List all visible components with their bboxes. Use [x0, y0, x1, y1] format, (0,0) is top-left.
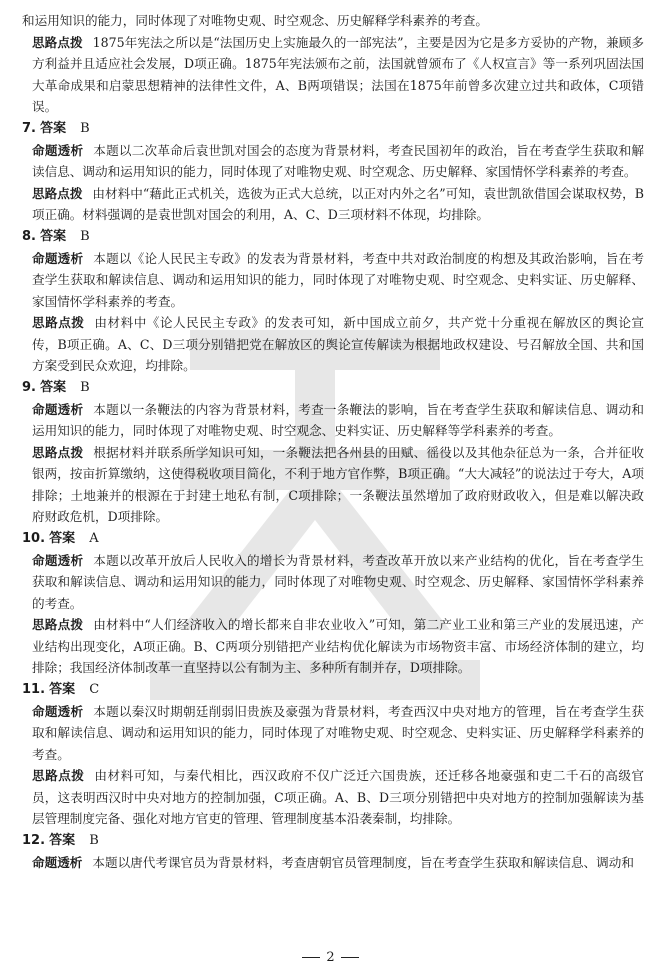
section-label: 命题透析 — [32, 854, 83, 870]
explanation-paragraph — [22, 312, 644, 377]
answer-choice: A — [89, 530, 99, 546]
question-answer-line — [22, 226, 644, 248]
paragraph-text: 本题以改革开放后人民收入的增长为背景材料，考查改革开放以来产业结构的优化，旨在考查学生获取和解读信息、调动和运用知识的能力，同时体现了对唯物史观、时空观念、历史解释、家国情怀学科素养的考查。 — [32, 552, 645, 611]
explanation-paragraph — [22, 248, 644, 313]
answer-label: 答案 — [49, 832, 76, 848]
question-answer-line — [22, 118, 644, 140]
question-number: 11. — [22, 681, 46, 697]
question-answer-line — [22, 528, 644, 550]
explanation-paragraph — [22, 32, 644, 118]
section-label: 思路点拨 — [32, 444, 84, 460]
explanation-paragraph — [22, 140, 644, 183]
answer-choice: B — [89, 832, 99, 848]
question-answer-line — [22, 377, 644, 399]
answer-label: 答案 — [49, 681, 76, 697]
answer-choice: B — [80, 120, 90, 136]
paragraph-text: 1875年宪法之所以是“法国历史上实施最久的一部宪法”，主要是因为它是多方妥协的产物，兼顾多方利益并且适应社会发展，D项正确。1875年宪法颁布之前，法国就曾颁布了《人权宣言》等一系列巩固法国大革命成果和启蒙思想精神的法律性文件，A、B两项错误；法国在1875年前曾多次建立过共和政体，C项错误。 — [32, 34, 644, 114]
question-number: 8. — [22, 228, 36, 244]
section-label: 思路点拨 — [32, 768, 85, 783]
answer-choice: C — [89, 681, 100, 697]
section-label: 命题透析 — [32, 142, 84, 158]
explanation-paragraph — [22, 701, 644, 766]
answer-label: 答案 — [49, 530, 76, 546]
answer-explanations — [22, 10, 644, 873]
paragraph-text: 本题以一条鞭法的内容为背景材料，考查一条鞭法的影响，旨在考查学生获取和解读信息、调动和运用知识的能力，同时体现了对唯物史观、时空观念、史料实证、历史解释等学科素养的考查。 — [32, 401, 645, 438]
question-number: 10. — [22, 530, 46, 546]
page-number: 2 — [326, 950, 335, 965]
answer-label: 答案 — [40, 120, 67, 136]
paragraph-text: 由材料可知，与秦代相比，西汉政府不仅广泛迁六国贵族，还迁移各地豪强和吏二千石的高级官员，这表明西汉时中央对地方的控制加强，C项正确。A、B、D三项分别错把中央对地方的控制加强解读为基层管理制度完备、强化对地方官吏的管理、管理制度基本沿袭秦制，均排除。 — [32, 768, 645, 826]
explanation-paragraph — [22, 399, 644, 442]
page-footer — [0, 950, 661, 965]
explanation-paragraph — [22, 852, 644, 874]
explanation-paragraph — [22, 183, 644, 226]
paragraph-text: 本题以秦汉时期朝廷削弱旧贵族及豪强为背景材料，考查西汉中央对地方的管理，旨在考查学生获取和解读信息、调动和运用知识的能力，同时体现了对唯物史观、时空观念、史料实证、历史解释学科素养的考查。 — [32, 703, 645, 762]
section-label: 思路点拨 — [32, 617, 84, 632]
explanation-paragraph — [22, 10, 644, 32]
answer-label: 答案 — [40, 379, 67, 395]
answer-label: 答案 — [40, 228, 67, 244]
paragraph-text: 由材料中《论人民民主专政》的发表可知，新中国成立前夕，共产党十分重视在解放区的舆论宣传，B项正确。A、C、D三项分别错把党在解放区的舆论宣传解读为根据地政权建设、号召解放全国、共和国方案受到民众欢迎，均排除。 — [32, 315, 645, 373]
section-label: 思路点拨 — [32, 34, 83, 50]
question-answer-line — [22, 679, 644, 701]
paragraph-text: 和运用知识的能力，同时体现了对唯物史观、时空观念、历史解释学科素养的考查。 — [22, 13, 488, 28]
paragraph-text: 由材料中“藉此正式机关，选彼为正式大总统，以正对内外之名”可知，袁世凯欲借国会谋取权势，B项正确。材料强调的是袁世凯对国会的利用，A、C、D三项材料不体现，均排除。 — [32, 185, 644, 222]
question-number: 9. — [22, 379, 36, 395]
explanation-paragraph — [22, 614, 644, 679]
section-label: 思路点拨 — [32, 315, 85, 330]
section-label: 命题透析 — [32, 401, 84, 417]
paragraph-text: 本题以唐代考课官员为背景材料，考查唐朝官员管理制度，旨在考查学生获取和解读信息、调动和 — [92, 854, 634, 870]
question-number: 7. — [22, 120, 36, 136]
section-label: 命题透析 — [32, 250, 84, 266]
section-label: 命题透析 — [32, 552, 84, 568]
question-number: 12. — [22, 832, 46, 848]
paragraph-text: 本题以《论人民民主专政》的发表为背景材料，考查中共对政治制度的构想及其政治影响，旨在考查学生获取和解读信息、调动和运用知识的能力，同时体现了对唯物史观、时空观念、史料实证、历史解释、家国情怀学科素养的考查。 — [32, 250, 645, 309]
paragraph-text: 本题以二次革命后袁世凯对国会的态度为背景材料，考查民国初年的政治，旨在考查学生获取和解读信息、调动和运用知识的能力，同时体现了对唯物史观、时空观念、历史解释、家国情怀学科素养的考查。 — [32, 142, 645, 179]
footer-dash-left — [302, 957, 320, 958]
paragraph-text: 由材料中“人们经济收入的增长都来自非农业收入”可知，第二产业工业和第三产业的发展迅速，产业结构出现变化，A项正确。B、C两项分别错把产业结构优化解读为市场物资丰富、市场经济体制的建立，均排除；我国经济体制改革一直坚持以公有制为主、多种所有制并存，D项排除。 — [32, 617, 644, 675]
question-answer-line — [22, 830, 644, 852]
section-label: 命题透析 — [32, 703, 84, 719]
explanation-paragraph — [22, 550, 644, 615]
answer-choice: B — [80, 379, 90, 395]
section-label: 思路点拨 — [32, 185, 83, 201]
explanation-paragraph — [22, 442, 644, 528]
answer-choice: B — [80, 228, 90, 244]
footer-dash-right — [341, 957, 359, 958]
explanation-paragraph — [22, 765, 644, 830]
paragraph-text: 根据材料并联系所学知识可知，一条鞭法把各州县的田赋、徭役以及其他杂征总为一条，合并征收银两，按亩折算缴纳，这使得税收项目简化，不利于地方官作弊，B项正确。“大大减轻”的说法过于夸大，A项排除；土地兼并的根源在于封建土地私有制，C项排除；一条鞭法虽然增加了政府财政收入，但是难以解决政府财政危机，D项排除。 — [32, 444, 645, 524]
